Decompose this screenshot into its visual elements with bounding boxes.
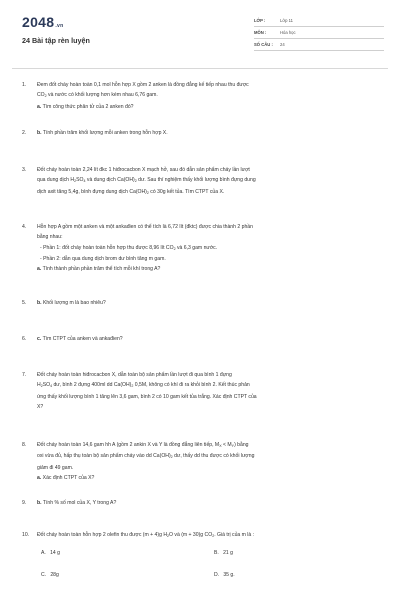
meta-label: LỚP : xyxy=(254,18,266,23)
text-span: < M xyxy=(221,442,232,448)
page-title: 24 Bài tập rèn luyện xyxy=(22,36,90,45)
logo-text: 2048 xyxy=(22,14,55,30)
text-span: Đốt cháy hoàn toàn hỗn hợp 2 olefin thu được (m + 4)g H xyxy=(37,532,168,538)
question-body xyxy=(37,298,387,308)
subpart-label: b. xyxy=(37,130,42,136)
option-text: 14 g xyxy=(50,550,60,556)
question-body xyxy=(37,370,387,412)
meta-row-count xyxy=(254,39,384,51)
question-subpart xyxy=(37,498,387,508)
question-body xyxy=(37,80,387,112)
text-span: 0,5M, không có khí đi ra khỏi bình 2. Kết thúc phản xyxy=(133,382,250,389)
option-key: B. xyxy=(214,550,219,556)
meta-row-class xyxy=(254,15,384,27)
question-number: 9. xyxy=(22,500,27,506)
question-text xyxy=(37,380,387,391)
question-text xyxy=(37,243,387,254)
text-span: và dung dịch Ca(OH) xyxy=(85,177,135,184)
question-text: Hỗn hợp A gồm một anken và một ankađien có thể tích là 6,72 lít (đktc) được chia thành 2 phần xyxy=(37,224,253,230)
subscript: 2 xyxy=(74,179,77,184)
text-span: ) bằng xyxy=(234,442,249,448)
text-span: oxi vừa đủ, hấp thụ toàn bộ sản phẩm cháy vào dd Ca(OH) xyxy=(37,453,171,460)
meta-value: 24 xyxy=(280,42,285,47)
option-text: 35 g. xyxy=(223,572,235,578)
text-span: . Giá trị của m là : xyxy=(214,532,255,538)
question-body xyxy=(37,440,387,483)
question-text: Đem đốt cháy hoàn toàn 0,1 mol hỗn hợp X gồm 2 anken là đồng đẳng kế tiếp nhau thu được xyxy=(37,82,249,88)
text-span: có 30g kết tủa. Tìm CTPT của X. xyxy=(148,188,225,195)
text-span: H xyxy=(37,382,41,389)
question-number: 1. xyxy=(22,82,27,88)
question-number: 3. xyxy=(22,167,27,173)
question-text xyxy=(37,530,387,541)
question-text xyxy=(37,187,387,198)
question-text: Đốt cháy hoàn toàn 2,24 lít đkc 1 hiđrocacbon X mạch hở, sau đó dẫn sản phẩm cháy lần lượt xyxy=(37,167,250,173)
question-text: - Phần 2: dẫn qua dung dịch brom dư bình tăng m gam. xyxy=(40,255,166,262)
meta-value: Lớp 11 xyxy=(280,18,293,23)
meta-info xyxy=(254,15,384,51)
question-number: 4. xyxy=(22,224,27,230)
meta-row-subject xyxy=(254,27,384,39)
subpart-label: b. xyxy=(37,300,42,306)
text-span: dư. Sau thí nghiệm thấy khối lượng bình đựng dung xyxy=(136,177,256,184)
subscript: 2 xyxy=(40,384,43,389)
document-header xyxy=(0,0,400,66)
subscript: 2 xyxy=(44,94,47,99)
question-subpart xyxy=(37,128,387,138)
option-text: 21 g xyxy=(223,550,233,556)
text-span: dịch axit tăng 5,4g, bình đựng dung dịch Ca(OH) xyxy=(37,188,147,195)
text-span: Tính thành phần phần trăm thể tích mỗi khí trong A? xyxy=(41,266,161,273)
subpart-label: c. xyxy=(37,336,42,342)
subpart-label: a. xyxy=(37,474,42,481)
site-logo[interactable] xyxy=(22,14,63,30)
subscript: 2 xyxy=(134,179,137,184)
subscript: 4 xyxy=(50,384,53,389)
question-subpart xyxy=(37,298,387,308)
text-span: và nước có khối lượng hơn kém nhau 6,76 gam. xyxy=(46,92,158,99)
text-span: SO xyxy=(76,177,84,184)
option-key: A. xyxy=(41,550,46,556)
question-body xyxy=(37,222,387,274)
option-b[interactable] xyxy=(214,548,233,558)
subpart-label: b. xyxy=(37,500,42,506)
question-subpart xyxy=(37,473,387,483)
question-text: giảm đi 49 gam. xyxy=(37,464,74,471)
question-number: 5. xyxy=(22,300,27,306)
text-span: Tính phần trăm khối lượng mỗi anken trong hỗn hợp X. xyxy=(41,130,168,136)
header-divider xyxy=(12,68,388,69)
subscript: 2 xyxy=(212,534,215,538)
subscript: 2 xyxy=(173,246,176,251)
question-text: bằng nhau: xyxy=(37,234,63,241)
option-key: C. xyxy=(41,572,47,578)
question-body xyxy=(37,530,387,541)
subscript: 2 xyxy=(131,384,134,389)
subscript: 2 xyxy=(170,455,173,460)
text-span: dư, bình 2 đựng 400ml dd Ca(OH) xyxy=(52,382,132,389)
question-text: Đốt cháy hoàn toàn hiđrocacbon X, dẫn toàn bộ sản phẩm lần lượt đi qua bình 1 đựng xyxy=(37,372,232,378)
subscript: 2 xyxy=(146,190,149,195)
subscript: Y xyxy=(231,444,235,448)
question-body xyxy=(37,165,387,198)
meta-label: MÔN : xyxy=(254,30,267,35)
question-text xyxy=(37,90,387,101)
question-body xyxy=(37,498,387,508)
question-text xyxy=(37,175,387,186)
subpart-label: a. xyxy=(37,103,42,110)
text-span: Tìm CTPT của anken và ankađien? xyxy=(41,336,123,342)
text-span: Xác định CTPT của X? xyxy=(41,474,95,481)
question-number: 6. xyxy=(22,336,27,342)
subscript: 4 xyxy=(83,179,86,184)
text-span: qua dung dịch H xyxy=(37,177,75,184)
text-span: Tìm công thức phân tử của 2 anken đó? xyxy=(41,103,134,110)
question-body xyxy=(37,334,387,344)
text-span: Khối lượng m là bao nhiêu? xyxy=(41,300,106,306)
text-span: SO xyxy=(42,382,51,389)
question-subpart xyxy=(37,102,387,112)
question-number: 10. xyxy=(22,532,30,538)
question-subpart xyxy=(37,264,387,274)
text-span: và 6,3 gam nước. xyxy=(175,244,218,251)
text-span: dư, thấy dd thu được có khối lượng xyxy=(172,453,255,460)
text-span: Đốt cháy hoàn toàn 14,6 gam hh A (gồm 2 ankin X và Y là đồng đẳng liên tiếp, M xyxy=(37,442,220,448)
question-text xyxy=(37,440,387,451)
text-span: Tính % số mol của X, Y trong A? xyxy=(41,500,117,506)
option-key: D. xyxy=(214,572,220,578)
option-a[interactable] xyxy=(41,548,60,558)
subscript: X xyxy=(219,444,222,448)
option-d[interactable] xyxy=(214,570,235,580)
question-text: ứng thấy khối lượng bình 1 tăng lên 3,6 gam, bình 2 có 10 gam kết tủa trắng. Xác định CTPT của xyxy=(37,393,257,400)
question-body xyxy=(37,128,387,138)
logo-suffix: .vn xyxy=(55,23,64,29)
formula: CO xyxy=(37,92,45,99)
question-number: 7. xyxy=(22,372,27,378)
option-text: 28g xyxy=(50,572,59,578)
subpart-label: a. xyxy=(37,266,42,273)
meta-value: Hóa học xyxy=(280,30,296,35)
question-subpart xyxy=(37,334,387,344)
question-number: 8. xyxy=(22,442,27,448)
option-c[interactable] xyxy=(41,570,59,580)
text-span: - Phần 1: đốt cháy hoàn toàn hỗn hợp thu được 8,96 lít CO xyxy=(40,244,174,251)
question-text xyxy=(37,451,387,462)
subscript: 2 xyxy=(167,534,170,538)
meta-label: SỐ CÂU : xyxy=(254,42,273,47)
question-number: 2. xyxy=(22,130,27,136)
question-text: X? xyxy=(37,403,44,410)
text-span: O và (m + 30)g CO xyxy=(169,532,213,538)
